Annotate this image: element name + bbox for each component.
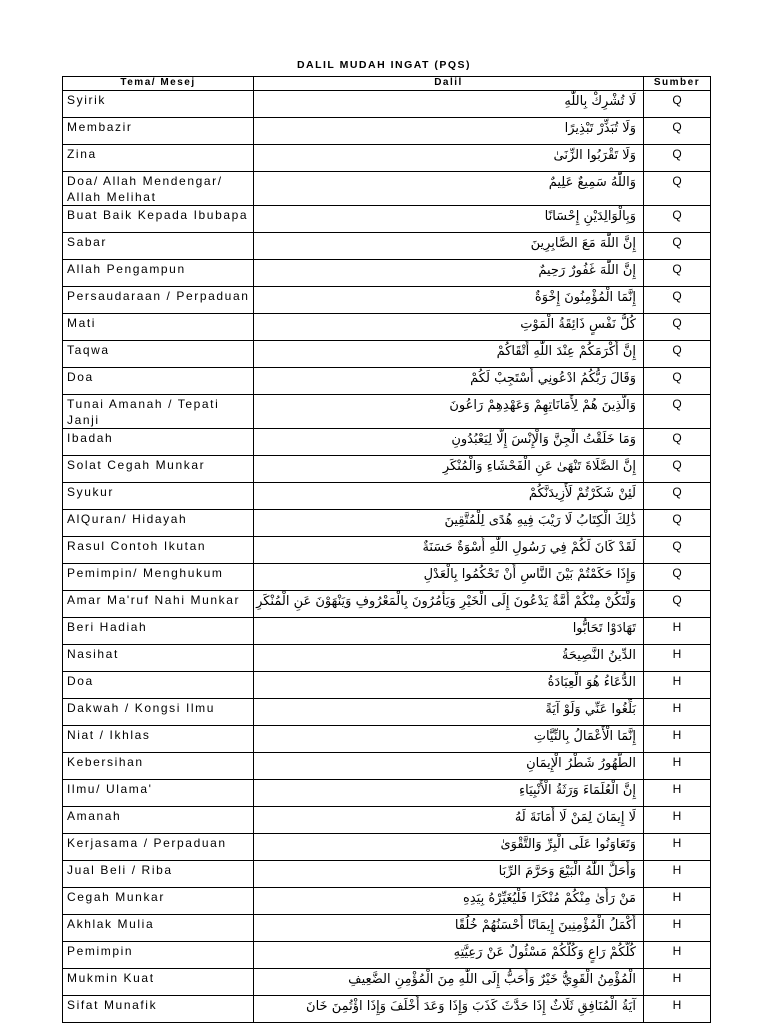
cell-dalil: وَقَالَ رَبُّكُمُ ادْعُونِي أَسْتَجِبْ لَكُمْ xyxy=(254,368,644,395)
cell-tema: AlQuran/ Hidayah xyxy=(63,510,254,537)
table-row xyxy=(63,564,711,591)
cell-tema: Solat Cegah Munkar xyxy=(63,456,254,483)
cell-tema: Ibadah xyxy=(63,429,254,456)
cell-sumber: Q xyxy=(644,510,711,537)
cell-dalil: الدُّعَاءُ هُوَ الْعِبَادَةُ xyxy=(254,672,644,699)
cell-dalil: لَا تُشْرِكْ بِاللّٰهِ xyxy=(254,91,644,118)
table-row xyxy=(63,645,711,672)
cell-dalil: آيَةُ الْمُنَافِقِ ثَلَاثٌ إِذَا حَدَّثَ كَذَبَ وَإِذَا وَعَدَ أَخْلَفَ وَإِذَا اؤْتُمِنَ خَانَ xyxy=(254,996,644,1023)
cell-tema: Kerjasama / Perpaduan xyxy=(63,834,254,861)
cell-sumber: H xyxy=(644,942,711,969)
table-row xyxy=(63,834,711,861)
cell-sumber: Q xyxy=(644,537,711,564)
cell-tema: Pemimpin xyxy=(63,942,254,969)
cell-dalil: بَلِّغُوا عَنِّي وَلَوْ آيَةً xyxy=(254,699,644,726)
cell-dalil: ذَٰلِكَ الْكِتَابُ لَا رَيْبَ فِيهِ هُدًى لِلْمُتَّقِينَ xyxy=(254,510,644,537)
cell-sumber: Q xyxy=(644,591,711,618)
cell-dalil: الطُّهُورُ شَطْرُ الْإِيمَانِ xyxy=(254,753,644,780)
cell-dalil: إِنَّ اللّٰهَ مَعَ الصَّابِرِينَ xyxy=(254,233,644,260)
cell-tema: Syukur xyxy=(63,483,254,510)
cell-sumber: Q xyxy=(644,314,711,341)
table-row xyxy=(63,942,711,969)
cell-dalil: الْمُؤْمِنُ الْقَوِيُّ خَيْرٌ وَأَحَبُّ إِلَى اللّٰهِ مِنَ الْمُؤْمِنِ الضَّعِيفِ xyxy=(254,969,644,996)
cell-tema: Sabar xyxy=(63,233,254,260)
table-row xyxy=(63,753,711,780)
cell-tema: Doa xyxy=(63,368,254,395)
cell-tema: Beri Hadiah xyxy=(63,618,254,645)
cell-tema: Cegah Munkar xyxy=(63,888,254,915)
table-row xyxy=(63,996,711,1023)
cell-tema: Nasihat xyxy=(63,645,254,672)
cell-sumber: H xyxy=(644,915,711,942)
cell-sumber: H xyxy=(644,645,711,672)
cell-sumber: Q xyxy=(644,368,711,395)
table-row xyxy=(63,969,711,996)
cell-dalil: وَإِذَا حَكَمْتُمْ بَيْنَ النَّاسِ أَنْ تَحْكُمُوا بِالْعَدْلِ xyxy=(254,564,644,591)
cell-tema: Kebersihan xyxy=(63,753,254,780)
cell-dalil: وَأَحَلَّ اللّٰهُ الْبَيْعَ وَحَرَّمَ الرِّبَا xyxy=(254,861,644,888)
cell-tema: Niat / Ikhlas xyxy=(63,726,254,753)
table-header-row xyxy=(63,77,711,91)
table-row xyxy=(63,341,711,368)
cell-sumber: H xyxy=(644,807,711,834)
cell-dalil: إِنَّ أَكْرَمَكُمْ عِنْدَ اللّٰهِ أَتْقَاكُمْ xyxy=(254,341,644,368)
table-row xyxy=(63,726,711,753)
cell-dalil: لَا إِيمَانَ لِمَنْ لَا أَمَانَةَ لَهُ xyxy=(254,807,644,834)
table-row xyxy=(63,260,711,287)
cell-dalil: وَمَا خَلَقْتُ الْجِنَّ وَالْإِنْسَ إِلَّا لِيَعْبُدُونِ xyxy=(254,429,644,456)
table-row xyxy=(63,314,711,341)
cell-tema: Taqwa xyxy=(63,341,254,368)
table-row xyxy=(63,145,711,172)
cell-sumber: Q xyxy=(644,233,711,260)
table-row xyxy=(63,206,711,233)
cell-dalil: وَتَعَاوَنُوا عَلَى الْبِرِّ وَالتَّقْوَىٰ xyxy=(254,834,644,861)
cell-sumber: Q xyxy=(644,429,711,456)
cell-sumber: H xyxy=(644,861,711,888)
document-title: DALIL MUDAH INGAT (PQS) xyxy=(296,59,472,71)
cell-dalil: الدِّينُ النَّصِيحَةُ xyxy=(254,645,644,672)
cell-tema: Zina xyxy=(63,145,254,172)
cell-sumber: Q xyxy=(644,483,711,510)
table-row xyxy=(63,483,711,510)
cell-sumber: Q xyxy=(644,456,711,483)
cell-dalil: لَقَدْ كَانَ لَكُمْ فِي رَسُولِ اللّٰهِ أُسْوَةٌ حَسَنَةٌ xyxy=(254,537,644,564)
cell-sumber: Q xyxy=(644,260,711,287)
table-row xyxy=(63,287,711,314)
cell-tema: Allah Pengampun xyxy=(63,260,254,287)
table-row xyxy=(63,91,711,118)
table-row xyxy=(63,537,711,564)
cell-tema: Tunai Amanah / Tepati Janji xyxy=(63,395,254,429)
header-tema: Tema/ Mesej xyxy=(63,77,254,91)
cell-tema: Amar Ma'ruf Nahi Munkar xyxy=(63,591,254,618)
cell-dalil: تَهَادَوْا تَحَابُّوا xyxy=(254,618,644,645)
table-row xyxy=(63,368,711,395)
table-row xyxy=(63,233,711,260)
cell-sumber: H xyxy=(644,969,711,996)
cell-dalil: وَلْتَكُنْ مِنْكُمْ أُمَّةٌ يَدْعُونَ إِلَى الْخَيْرِ وَيَأْمُرُونَ بِالْمَعْرُوفِ وَيَنْهَوْنَ عَنِ الْمُنْكَرِ xyxy=(254,591,644,618)
cell-tema: Dakwah / Kongsi Ilmu xyxy=(63,699,254,726)
cell-tema: Jual Beli / Riba xyxy=(63,861,254,888)
cell-sumber: Q xyxy=(644,206,711,233)
header-sumber: Sumber xyxy=(644,77,711,91)
table-row xyxy=(63,591,711,618)
cell-sumber: H xyxy=(644,753,711,780)
cell-sumber: H xyxy=(644,888,711,915)
table-body xyxy=(63,91,711,1023)
table-row xyxy=(63,861,711,888)
cell-tema: Mukmin Kuat xyxy=(63,969,254,996)
cell-sumber: H xyxy=(644,672,711,699)
cell-dalil: وَلَا تَقْرَبُوا الزِّنَىٰ xyxy=(254,145,644,172)
table-row xyxy=(63,429,711,456)
cell-sumber: Q xyxy=(644,395,711,429)
cell-sumber: Q xyxy=(644,341,711,368)
cell-sumber: Q xyxy=(644,172,711,206)
table-row xyxy=(63,780,711,807)
cell-sumber: H xyxy=(644,834,711,861)
table-row xyxy=(63,915,711,942)
table-row xyxy=(63,395,711,429)
cell-dalil: إِنَّ اللّٰهَ غَفُورٌ رَحِيمٌ xyxy=(254,260,644,287)
table-row xyxy=(63,172,711,206)
cell-dalil: مَنْ رَأَىٰ مِنْكُمْ مُنْكَرًا فَلْيُغَيِّرْهُ بِيَدِهِ xyxy=(254,888,644,915)
cell-sumber: H xyxy=(644,699,711,726)
table-row xyxy=(63,118,711,145)
cell-dalil: لَئِنْ شَكَرْتُمْ لَأَزِيدَنَّكُمْ xyxy=(254,483,644,510)
cell-tema: Rasul Contoh Ikutan xyxy=(63,537,254,564)
cell-dalil: كُلُّ نَفْسٍ ذَائِقَةُ الْمَوْتِ xyxy=(254,314,644,341)
table-row xyxy=(63,672,711,699)
cell-dalil: وَاللّٰهُ سَمِيعٌ عَلِيمٌ xyxy=(254,172,644,206)
cell-tema: Pemimpin/ Menghukum xyxy=(63,564,254,591)
cell-sumber: Q xyxy=(644,287,711,314)
cell-tema: Buat Baik Kepada Ibubapa xyxy=(63,206,254,233)
header-dalil: Dalil xyxy=(254,77,644,91)
cell-dalil: وَلَا تُبَذِّرْ تَبْذِيرًا xyxy=(254,118,644,145)
cell-dalil: إِنَّ الصَّلَاةَ تَنْهَىٰ عَنِ الْفَحْشَاءِ وَالْمُنْكَرِ xyxy=(254,456,644,483)
cell-sumber: Q xyxy=(644,145,711,172)
cell-sumber: Q xyxy=(644,564,711,591)
cell-sumber: Q xyxy=(644,118,711,145)
table-row xyxy=(63,618,711,645)
cell-sumber: H xyxy=(644,726,711,753)
cell-tema: Amanah xyxy=(63,807,254,834)
cell-tema: Syirik xyxy=(63,91,254,118)
cell-tema: Doa xyxy=(63,672,254,699)
cell-tema: Mati xyxy=(63,314,254,341)
table-row xyxy=(63,510,711,537)
cell-tema: Sifat Munafik xyxy=(63,996,254,1023)
cell-tema: Persaudaraan / Perpaduan xyxy=(63,287,254,314)
table-row xyxy=(63,699,711,726)
cell-sumber: H xyxy=(644,780,711,807)
table-row xyxy=(63,456,711,483)
table-row xyxy=(63,807,711,834)
cell-sumber: H xyxy=(644,618,711,645)
cell-tema: Akhlak Mulia xyxy=(63,915,254,942)
table-row xyxy=(63,888,711,915)
cell-dalil: إِنَّمَا الْأَعْمَالُ بِالنِّيَّاتِ xyxy=(254,726,644,753)
cell-dalil: إِنَّمَا الْمُؤْمِنُونَ إِخْوَةٌ xyxy=(254,287,644,314)
cell-dalil: وَالَّذِينَ هُمْ لِأَمَانَاتِهِمْ وَعَهْدِهِمْ رَاعُونَ xyxy=(254,395,644,429)
cell-dalil: كُلُّكُمْ رَاعٍ وَكُلُّكُمْ مَسْئُولٌ عَنْ رَعِيَّتِهِ xyxy=(254,942,644,969)
cell-tema: Membazir xyxy=(63,118,254,145)
dalil-table xyxy=(62,76,711,1023)
cell-dalil: أَكْمَلُ الْمُؤْمِنِينَ إِيمَانًا أَحْسَنُهُمْ خُلُقًا xyxy=(254,915,644,942)
cell-tema: Ilmu/ Ulama' xyxy=(63,780,254,807)
cell-dalil: إِنَّ الْعُلَمَاءَ وَرَثَةُ الْأَنْبِيَاءِ xyxy=(254,780,644,807)
cell-sumber: H xyxy=(644,996,711,1023)
cell-tema: Doa/ Allah Mendengar/ Allah Melihat xyxy=(63,172,254,206)
cell-dalil: وَبِالْوَالِدَيْنِ إِحْسَانًا xyxy=(254,206,644,233)
cell-sumber: Q xyxy=(644,91,711,118)
